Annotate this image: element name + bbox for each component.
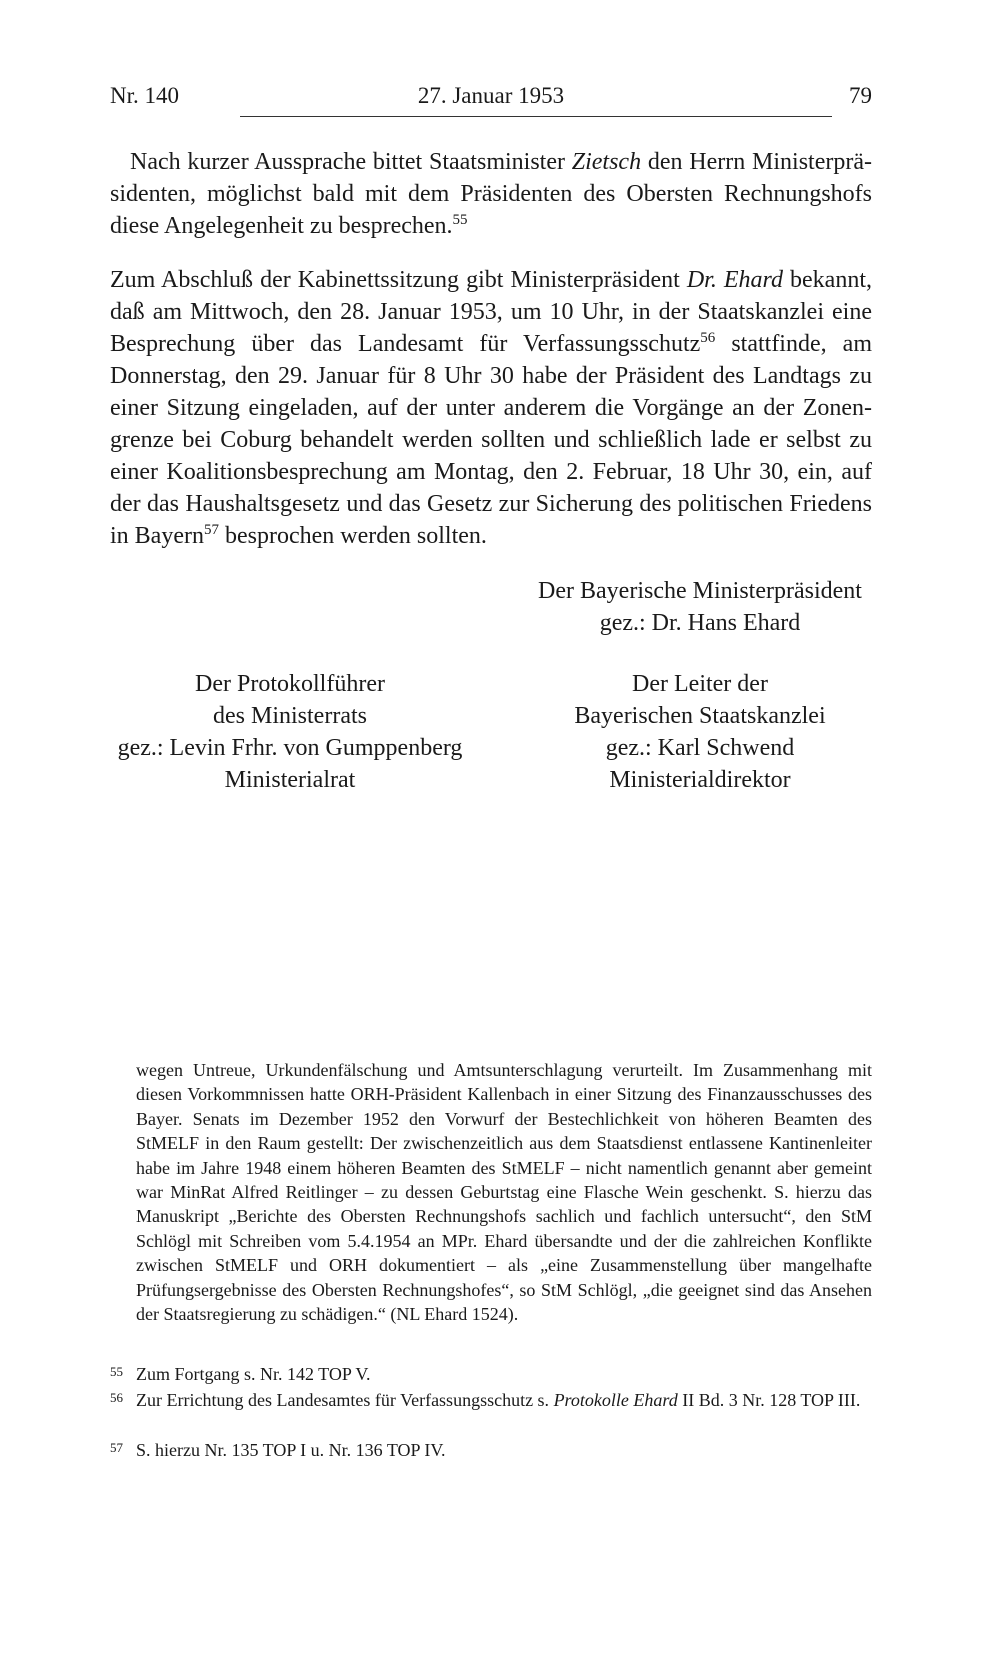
signature-title: Der Leiter der — [632, 671, 768, 697]
footnote-continuation: wegen Untreue, Urkundenfälschung und Amtsunterschlagung verurteilt. Im Zusammenhang mit diesen Vorkommnissen hatte ORH-Präsident Kallenbach in einer Sitzung des Finanzausschusses des Bayer. Senats im Dezember 1952 den Vorwurf der Bestechlichkeit von höheren Beamten des StMELF in den Raum gestellt: Der zwischenzeitlich aus dem Staatsdienst entlassene Kantinenleiter habe im Jahre 1948 einem höheren Beamten des StMELF – nicht namentlich genannt aber gemeint war MinRat Alfred Reitlinger – zu dessen Geburtstag eine Flasche Wein geschenkt. S. hierzu das Manuskript „Berichte des Obersten Rechnungshofs sachlich und fachlich untersucht“, den StM Schlögl mit Schreiben vom 5.4.1954 an MPr. Ehard übersandte und der die zahlreichen Konflikte zwischen StMELF und ORH dokumentiert – als „eine Zusammenstellung über mangelhafte Prüfungsergebnisse des Obersten Rechnungshofes“, so StM Schlögl, „die geeignet sind das Ansehen der Staatsregierung zu schädigen.“ (NL Ehard 1524). — [136, 1060, 872, 1325]
person-name: Dr. Ehard — [686, 267, 783, 293]
footnote-number: 56 — [110, 1390, 123, 1405]
footnote-number: 55 — [110, 1364, 123, 1379]
document-number: Nr. 140 — [110, 83, 179, 108]
paragraph-text: bekannt, daß am Mittwoch, den 28. Januar 1953, um 10 Uhr, in der Staatskanzlei eine Besprechung über das Landesamt für Verfassungsschutz — [110, 267, 872, 357]
paragraph-zietsch — [110, 146, 872, 242]
signature-name: gez.: Dr. Hans Ehard — [599, 610, 801, 636]
paragraph-text: den Herrn Ministerpräsidenten, möglichst bald mit dem Präsidenten des Obersten Rechnungshofs diese Angelegenheit zu besprechen. — [110, 149, 872, 239]
running-header — [110, 82, 872, 118]
signature-name: gez.: Levin Frhr. von Gumppenberg — [117, 735, 463, 761]
footnote-55 — [110, 1362, 872, 1386]
header-rule — [240, 116, 832, 117]
signature-title: Der Protokollführer — [195, 671, 385, 697]
footnote-56 — [110, 1388, 872, 1412]
footnote-text-part: Zur Errichtung des Landesamtes für Verfassungsschutz s. — [136, 1390, 554, 1410]
paragraph-text: besprochen werden sollten. — [218, 523, 487, 549]
signature-title: Bayerischen Staatskanzlei — [574, 703, 826, 729]
footnote-text-part: II Bd. 3 Nr. 128 TOP III. — [677, 1390, 861, 1410]
signature-minister-president — [500, 575, 900, 639]
footnote-text: S. hierzu Nr. 135 TOP I u. Nr. 136 TOP IV. — [136, 1440, 446, 1460]
paragraph-ehard — [110, 264, 872, 552]
signature-protocol — [90, 668, 490, 796]
signature-rank: Ministerialdirektor — [609, 767, 791, 793]
person-name: Zietsch — [571, 149, 642, 175]
paragraph-text: stattfinde, am Donnerstag, den 29. Januar für 8 Uhr 30 habe der Präsident des Landtags zu einer Sitzung eingeladen, auf der unter anderem die Vorgänge an der Zonengrenze bei Coburg behandelt werden sollten und schließlich lade er selbst zu einer Koalitionsbesprechung am Montag, den 2. Februar, 18 Uhr 30, ein, auf der das Haushaltsgesetz und das Gesetz zur Sicherung des politischen Friedens in Bayern — [110, 331, 872, 549]
header-date: 27. Januar 1953 — [414, 82, 568, 110]
signature-title: Der Bayerische Ministerpräsident — [538, 578, 862, 604]
signature-name: gez.: Karl Schwend — [605, 735, 795, 761]
footnote-ref[interactable]: 57 — [203, 522, 219, 538]
signature-title: des Ministerrats — [213, 703, 367, 729]
publication-title: Protokolle Ehard — [553, 1390, 678, 1410]
signature-chancellery — [500, 668, 900, 796]
footnote-ref[interactable]: 55 — [452, 212, 468, 228]
footnote-text — [136, 1388, 872, 1412]
paragraph-text: Zum Abschluß der Kabinettssitzung gibt Ministerpräsident — [110, 267, 687, 293]
footnote-57 — [110, 1438, 872, 1462]
footnote-ref[interactable]: 56 — [700, 330, 716, 346]
page-number: 79 — [849, 83, 872, 108]
footnote-text: Zum Fortgang s. Nr. 142 TOP V. — [136, 1364, 371, 1384]
paragraph-text: Nach kurzer Aussprache bittet Staatsminister — [130, 149, 572, 175]
footnote-number: 57 — [110, 1440, 123, 1455]
signature-rank: Ministerialrat — [224, 767, 356, 793]
